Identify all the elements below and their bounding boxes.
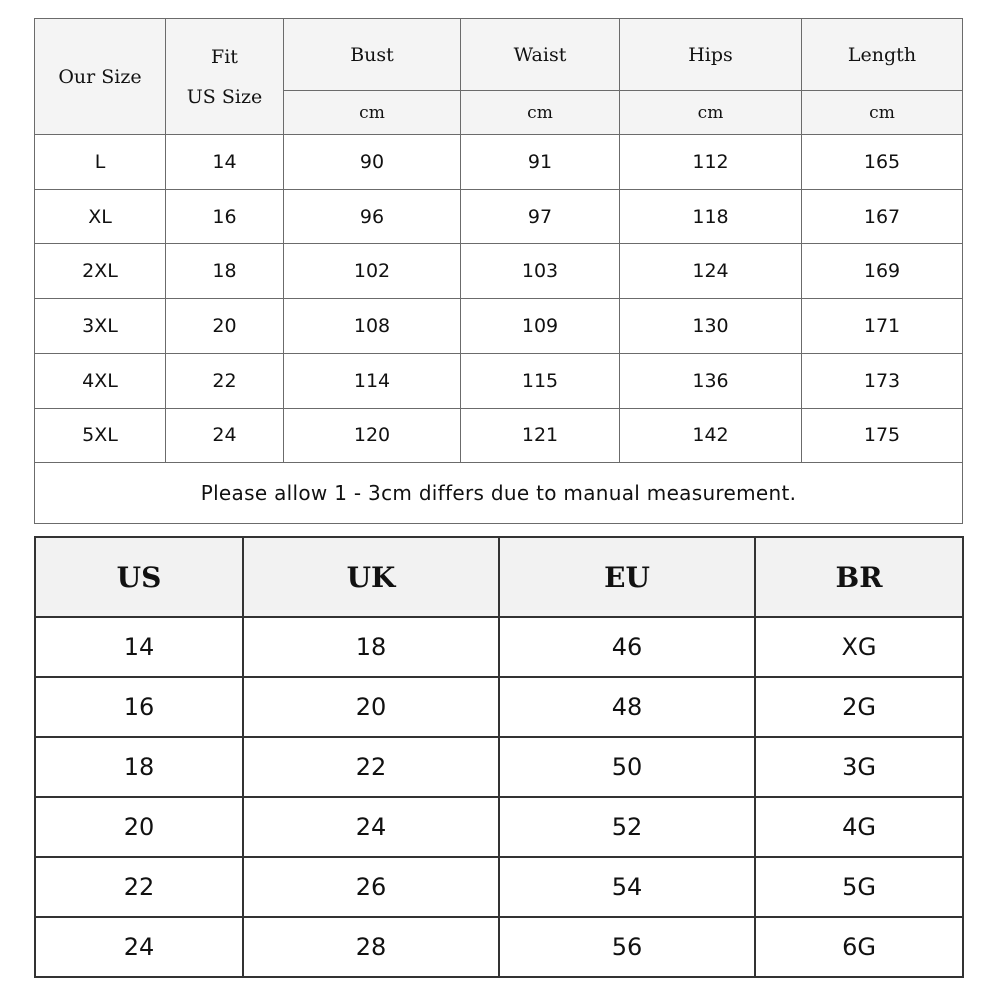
cell-eu: 52: [499, 797, 755, 857]
cell-uk: 24: [243, 797, 499, 857]
cell-eu: 48: [499, 677, 755, 737]
cell-bust: 114: [284, 353, 461, 408]
measurement-note-row: [35, 463, 963, 524]
header-us-size-label: US Size: [186, 85, 263, 108]
cell-length: 171: [802, 299, 963, 354]
cell-our-size: 3XL: [35, 299, 166, 354]
table-row: [35, 737, 963, 797]
cell-waist: 103: [461, 244, 620, 299]
cell-us-size: 22: [166, 353, 284, 408]
header-br: BR: [755, 537, 963, 617]
header-fit-us-size: [166, 19, 284, 135]
unit-waist: cm: [461, 91, 620, 135]
cell-eu: 46: [499, 617, 755, 677]
size-chart-header-row: [35, 19, 963, 91]
header-fit-label: Fit: [211, 45, 238, 68]
cell-bust: 90: [284, 135, 461, 190]
cell-us: 14: [35, 617, 243, 677]
cell-hips: 118: [620, 189, 802, 244]
cell-us: 22: [35, 857, 243, 917]
cell-hips: 142: [620, 408, 802, 463]
cell-eu: 50: [499, 737, 755, 797]
cell-length: 173: [802, 353, 963, 408]
header-waist: Waist: [461, 19, 620, 91]
cell-our-size: XL: [35, 189, 166, 244]
cell-us-size: 18: [166, 244, 284, 299]
table-row: [35, 135, 963, 190]
unit-bust: cm: [284, 91, 461, 135]
cell-hips: 112: [620, 135, 802, 190]
cell-length: 175: [802, 408, 963, 463]
cell-uk: 26: [243, 857, 499, 917]
cell-our-size: 5XL: [35, 408, 166, 463]
cell-waist: 115: [461, 353, 620, 408]
cell-us: 24: [35, 917, 243, 977]
cell-waist: 109: [461, 299, 620, 354]
unit-hips: cm: [620, 91, 802, 135]
cell-br: XG: [755, 617, 963, 677]
conversion-header-row: [35, 537, 963, 617]
cell-eu: 54: [499, 857, 755, 917]
cell-uk: 18: [243, 617, 499, 677]
table-row: [35, 408, 963, 463]
table-row: [35, 244, 963, 299]
header-eu: EU: [499, 537, 755, 617]
cell-bust: 108: [284, 299, 461, 354]
size-conversion-table: [34, 536, 964, 978]
cell-uk: 20: [243, 677, 499, 737]
cell-us-size: 20: [166, 299, 284, 354]
cell-br: 5G: [755, 857, 963, 917]
header-uk: UK: [243, 537, 499, 617]
cell-us: 20: [35, 797, 243, 857]
cell-hips: 136: [620, 353, 802, 408]
header-bust: Bust: [284, 19, 461, 91]
cell-our-size: L: [35, 135, 166, 190]
cell-br: 6G: [755, 917, 963, 977]
cell-length: 165: [802, 135, 963, 190]
table-row: [35, 353, 963, 408]
cell-bust: 120: [284, 408, 461, 463]
table-row: [35, 617, 963, 677]
cell-br: 2G: [755, 677, 963, 737]
header-our-size: Our Size: [35, 19, 166, 135]
cell-us-size: 14: [166, 135, 284, 190]
table-row: [35, 917, 963, 977]
table-row: [35, 797, 963, 857]
cell-our-size: 4XL: [35, 353, 166, 408]
table-row: [35, 189, 963, 244]
cell-waist: 97: [461, 189, 620, 244]
cell-our-size: 2XL: [35, 244, 166, 299]
cell-length: 169: [802, 244, 963, 299]
unit-length: cm: [802, 91, 963, 135]
cell-waist: 121: [461, 408, 620, 463]
header-length: Length: [802, 19, 963, 91]
cell-uk: 28: [243, 917, 499, 977]
cell-br: 3G: [755, 737, 963, 797]
measurement-note: Please allow 1 - 3cm differs due to manual measurement.: [35, 463, 963, 524]
table-row: [35, 677, 963, 737]
cell-waist: 91: [461, 135, 620, 190]
cell-us: 18: [35, 737, 243, 797]
cell-length: 167: [802, 189, 963, 244]
cell-bust: 102: [284, 244, 461, 299]
cell-bust: 96: [284, 189, 461, 244]
cell-br: 4G: [755, 797, 963, 857]
size-chart-table: [34, 18, 963, 524]
table-row: [35, 857, 963, 917]
cell-us: 16: [35, 677, 243, 737]
cell-us-size: 24: [166, 408, 284, 463]
cell-us-size: 16: [166, 189, 284, 244]
cell-hips: 124: [620, 244, 802, 299]
cell-eu: 56: [499, 917, 755, 977]
header-us: US: [35, 537, 243, 617]
table-row: [35, 299, 963, 354]
header-hips: Hips: [620, 19, 802, 91]
cell-uk: 22: [243, 737, 499, 797]
cell-hips: 130: [620, 299, 802, 354]
